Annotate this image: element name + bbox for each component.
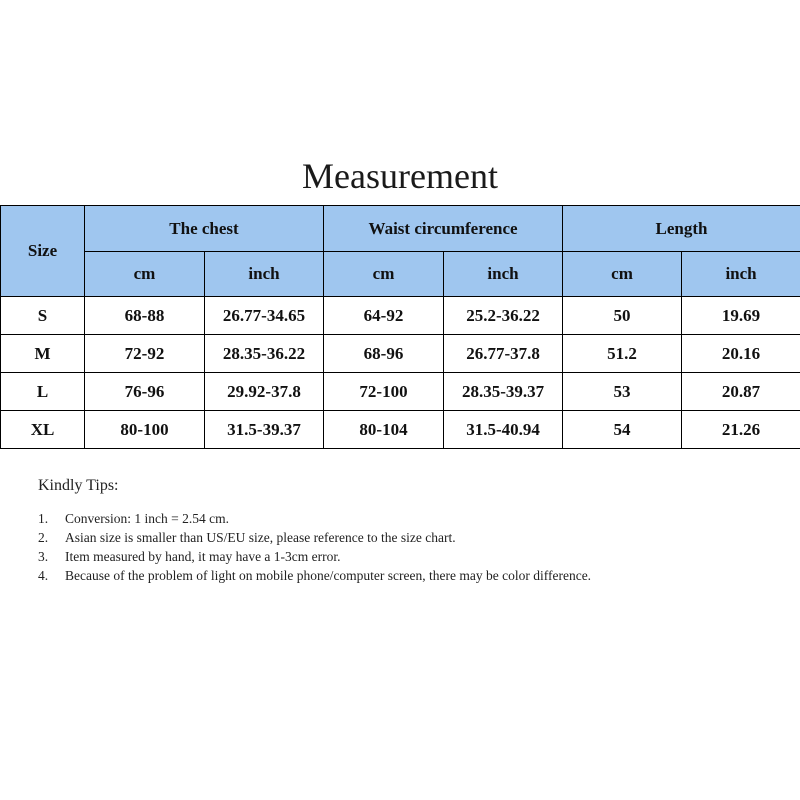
table-cell: 54 — [563, 411, 682, 449]
table-cell: 25.2-36.22 — [444, 297, 563, 335]
table-cell: 68-96 — [324, 335, 444, 373]
size-cell: XL — [1, 411, 85, 449]
table-cell: 31.5-40.94 — [444, 411, 563, 449]
waist-group-header: Waist circumference — [324, 206, 563, 252]
unit-header: cm — [324, 252, 444, 297]
tip-text: Item measured by hand, it may have a 1-3cm error. — [65, 549, 341, 564]
tip-text: Asian size is smaller than US/EU size, please reference to the size chart. — [65, 530, 456, 545]
list-item — [38, 509, 658, 528]
unit-header: cm — [563, 252, 682, 297]
table-cell: 19.69 — [682, 297, 800, 335]
list-number: 3. — [38, 549, 49, 564]
table-cell: 50 — [563, 297, 682, 335]
list-number: 1. — [38, 511, 49, 526]
tip-text: Conversion: 1 inch = 2.54 cm. — [65, 511, 229, 526]
table-cell: 26.77-34.65 — [205, 297, 324, 335]
size-cell: M — [1, 335, 85, 373]
list-number: 4. — [38, 568, 49, 583]
table-cell: 28.35-36.22 — [205, 335, 324, 373]
unit-header: inch — [444, 252, 563, 297]
size-cell: L — [1, 373, 85, 411]
tips-title: Kindly Tips: — [38, 477, 119, 494]
table-cell: 72-100 — [324, 373, 444, 411]
tip-text: Because of the problem of light on mobile phone/computer screen, there may be color difference. — [65, 568, 592, 583]
table-cell: 53 — [563, 373, 682, 411]
table-row — [1, 373, 800, 411]
unit-header: inch — [682, 252, 800, 297]
list-item — [38, 528, 658, 547]
list-number: 2. — [38, 530, 49, 545]
table-row — [1, 297, 800, 335]
table-cell: 76-96 — [85, 373, 205, 411]
table-cell: 21.26 — [682, 411, 800, 449]
list-item — [38, 547, 658, 566]
table-cell: 80-104 — [324, 411, 444, 449]
length-group-header: Length — [563, 206, 800, 252]
table-cell: 68-88 — [85, 297, 205, 335]
table-cell: 80-100 — [85, 411, 205, 449]
table-row — [1, 335, 800, 373]
tips-section — [38, 477, 658, 585]
table-row — [1, 411, 800, 449]
table-cell: 20.87 — [682, 373, 800, 411]
table-cell: 28.35-39.37 — [444, 373, 563, 411]
table-cell: 51.2 — [563, 335, 682, 373]
unit-header: inch — [205, 252, 324, 297]
size-column-header: Size — [1, 206, 85, 297]
table-cell: 26.77-37.8 — [444, 335, 563, 373]
size-cell: S — [1, 297, 85, 335]
table-cell: 72-92 — [85, 335, 205, 373]
tips-list — [38, 509, 658, 585]
list-item — [38, 566, 658, 585]
size-chart-table — [0, 205, 800, 449]
table-cell: 64-92 — [324, 297, 444, 335]
table-cell: 20.16 — [682, 335, 800, 373]
unit-header: cm — [85, 252, 205, 297]
chest-group-header: The chest — [85, 206, 324, 252]
table-cell: 31.5-39.37 — [205, 411, 324, 449]
table-cell: 29.92-37.8 — [205, 373, 324, 411]
page-title: Measurement — [302, 156, 498, 196]
